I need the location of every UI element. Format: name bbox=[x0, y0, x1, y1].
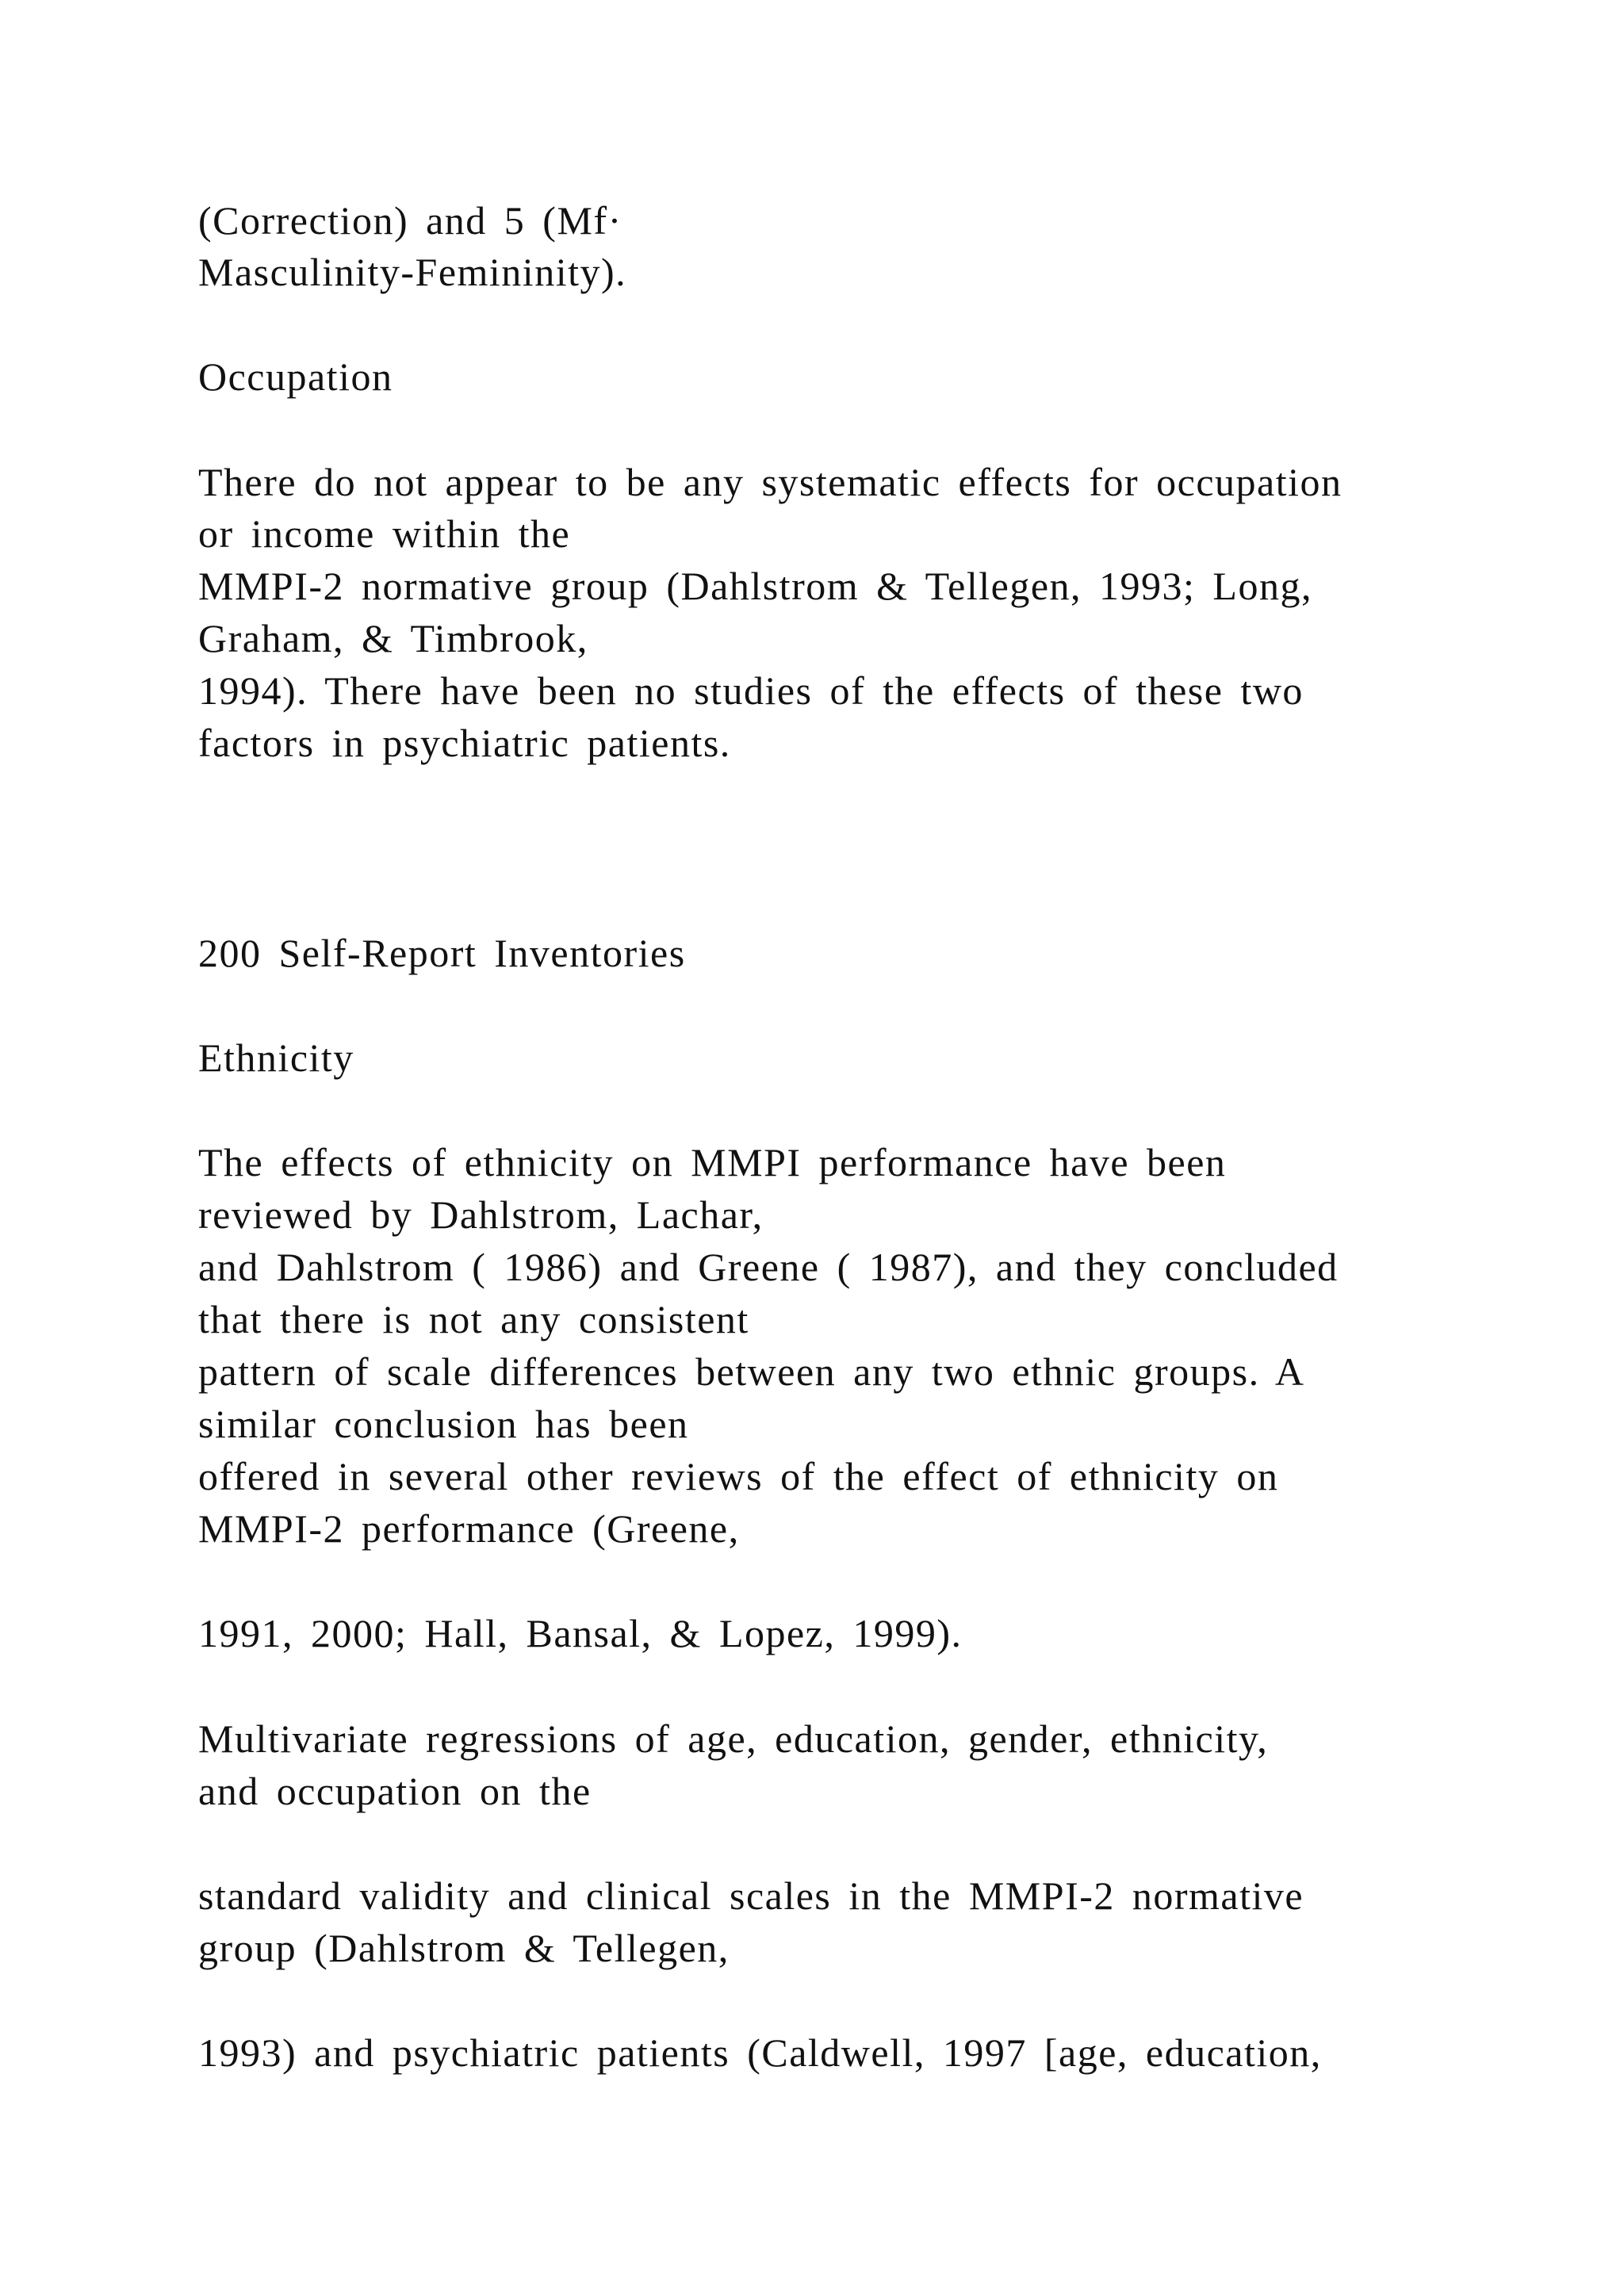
running-header: 200 Self-Report Inventories bbox=[198, 931, 686, 975]
text-line: 1994). There have been no studies of the effects of these two bbox=[198, 668, 1304, 713]
text-line: similar conclusion has been bbox=[198, 1402, 689, 1446]
text-line: reviewed by Dahlstrom, Lachar, bbox=[198, 1192, 764, 1237]
text-line: standard validity and clinical scales in the MMPI-2 normative bbox=[198, 1873, 1304, 1918]
section-heading-occupation: Occupation bbox=[198, 354, 393, 399]
text-line: factors in psychiatric patients. bbox=[198, 721, 731, 765]
text-line: and Dahlstrom ( 1986) and Greene ( 1987), and they concluded bbox=[198, 1245, 1339, 1289]
text-line: pattern of scale differences between any two ethnic groups. A bbox=[198, 1349, 1305, 1394]
text-line: MMPI-2 performance (Greene, bbox=[198, 1506, 740, 1551]
text-line: group (Dahlstrom & Tellegen, bbox=[198, 1926, 730, 1970]
text-line: The effects of ethnicity on MMPI performance have been bbox=[198, 1140, 1227, 1184]
text-line: Masculinity-Femininity). bbox=[198, 250, 627, 294]
text-line: 1993) and psychiatric patients (Caldwell, 1997 [age, education, bbox=[198, 2030, 1322, 2075]
text-line: that there is not any consistent bbox=[198, 1297, 749, 1341]
section-heading-ethnicity: Ethnicity bbox=[198, 1035, 354, 1080]
text-line: Graham, & Timbrook, bbox=[198, 616, 588, 660]
text-line: and occupation on the bbox=[198, 1769, 592, 1813]
text-line: offered in several other reviews of the effect of ethnicity on bbox=[198, 1454, 1279, 1498]
text-line: MMPI-2 normative group (Dahlstrom & Tellegen, 1993; Long, bbox=[198, 564, 1312, 608]
text-line: (Correction) and 5 (Mf· bbox=[198, 198, 622, 243]
text-line: There do not appear to be any systematic effects for occupation bbox=[198, 460, 1342, 504]
text-line: 1991, 2000; Hall, Bansal, & Lopez, 1999). bbox=[198, 1611, 963, 1655]
text-line: or income within the bbox=[198, 511, 571, 556]
text-line: Multivariate regressions of age, education, gender, ethnicity, bbox=[198, 1716, 1269, 1761]
